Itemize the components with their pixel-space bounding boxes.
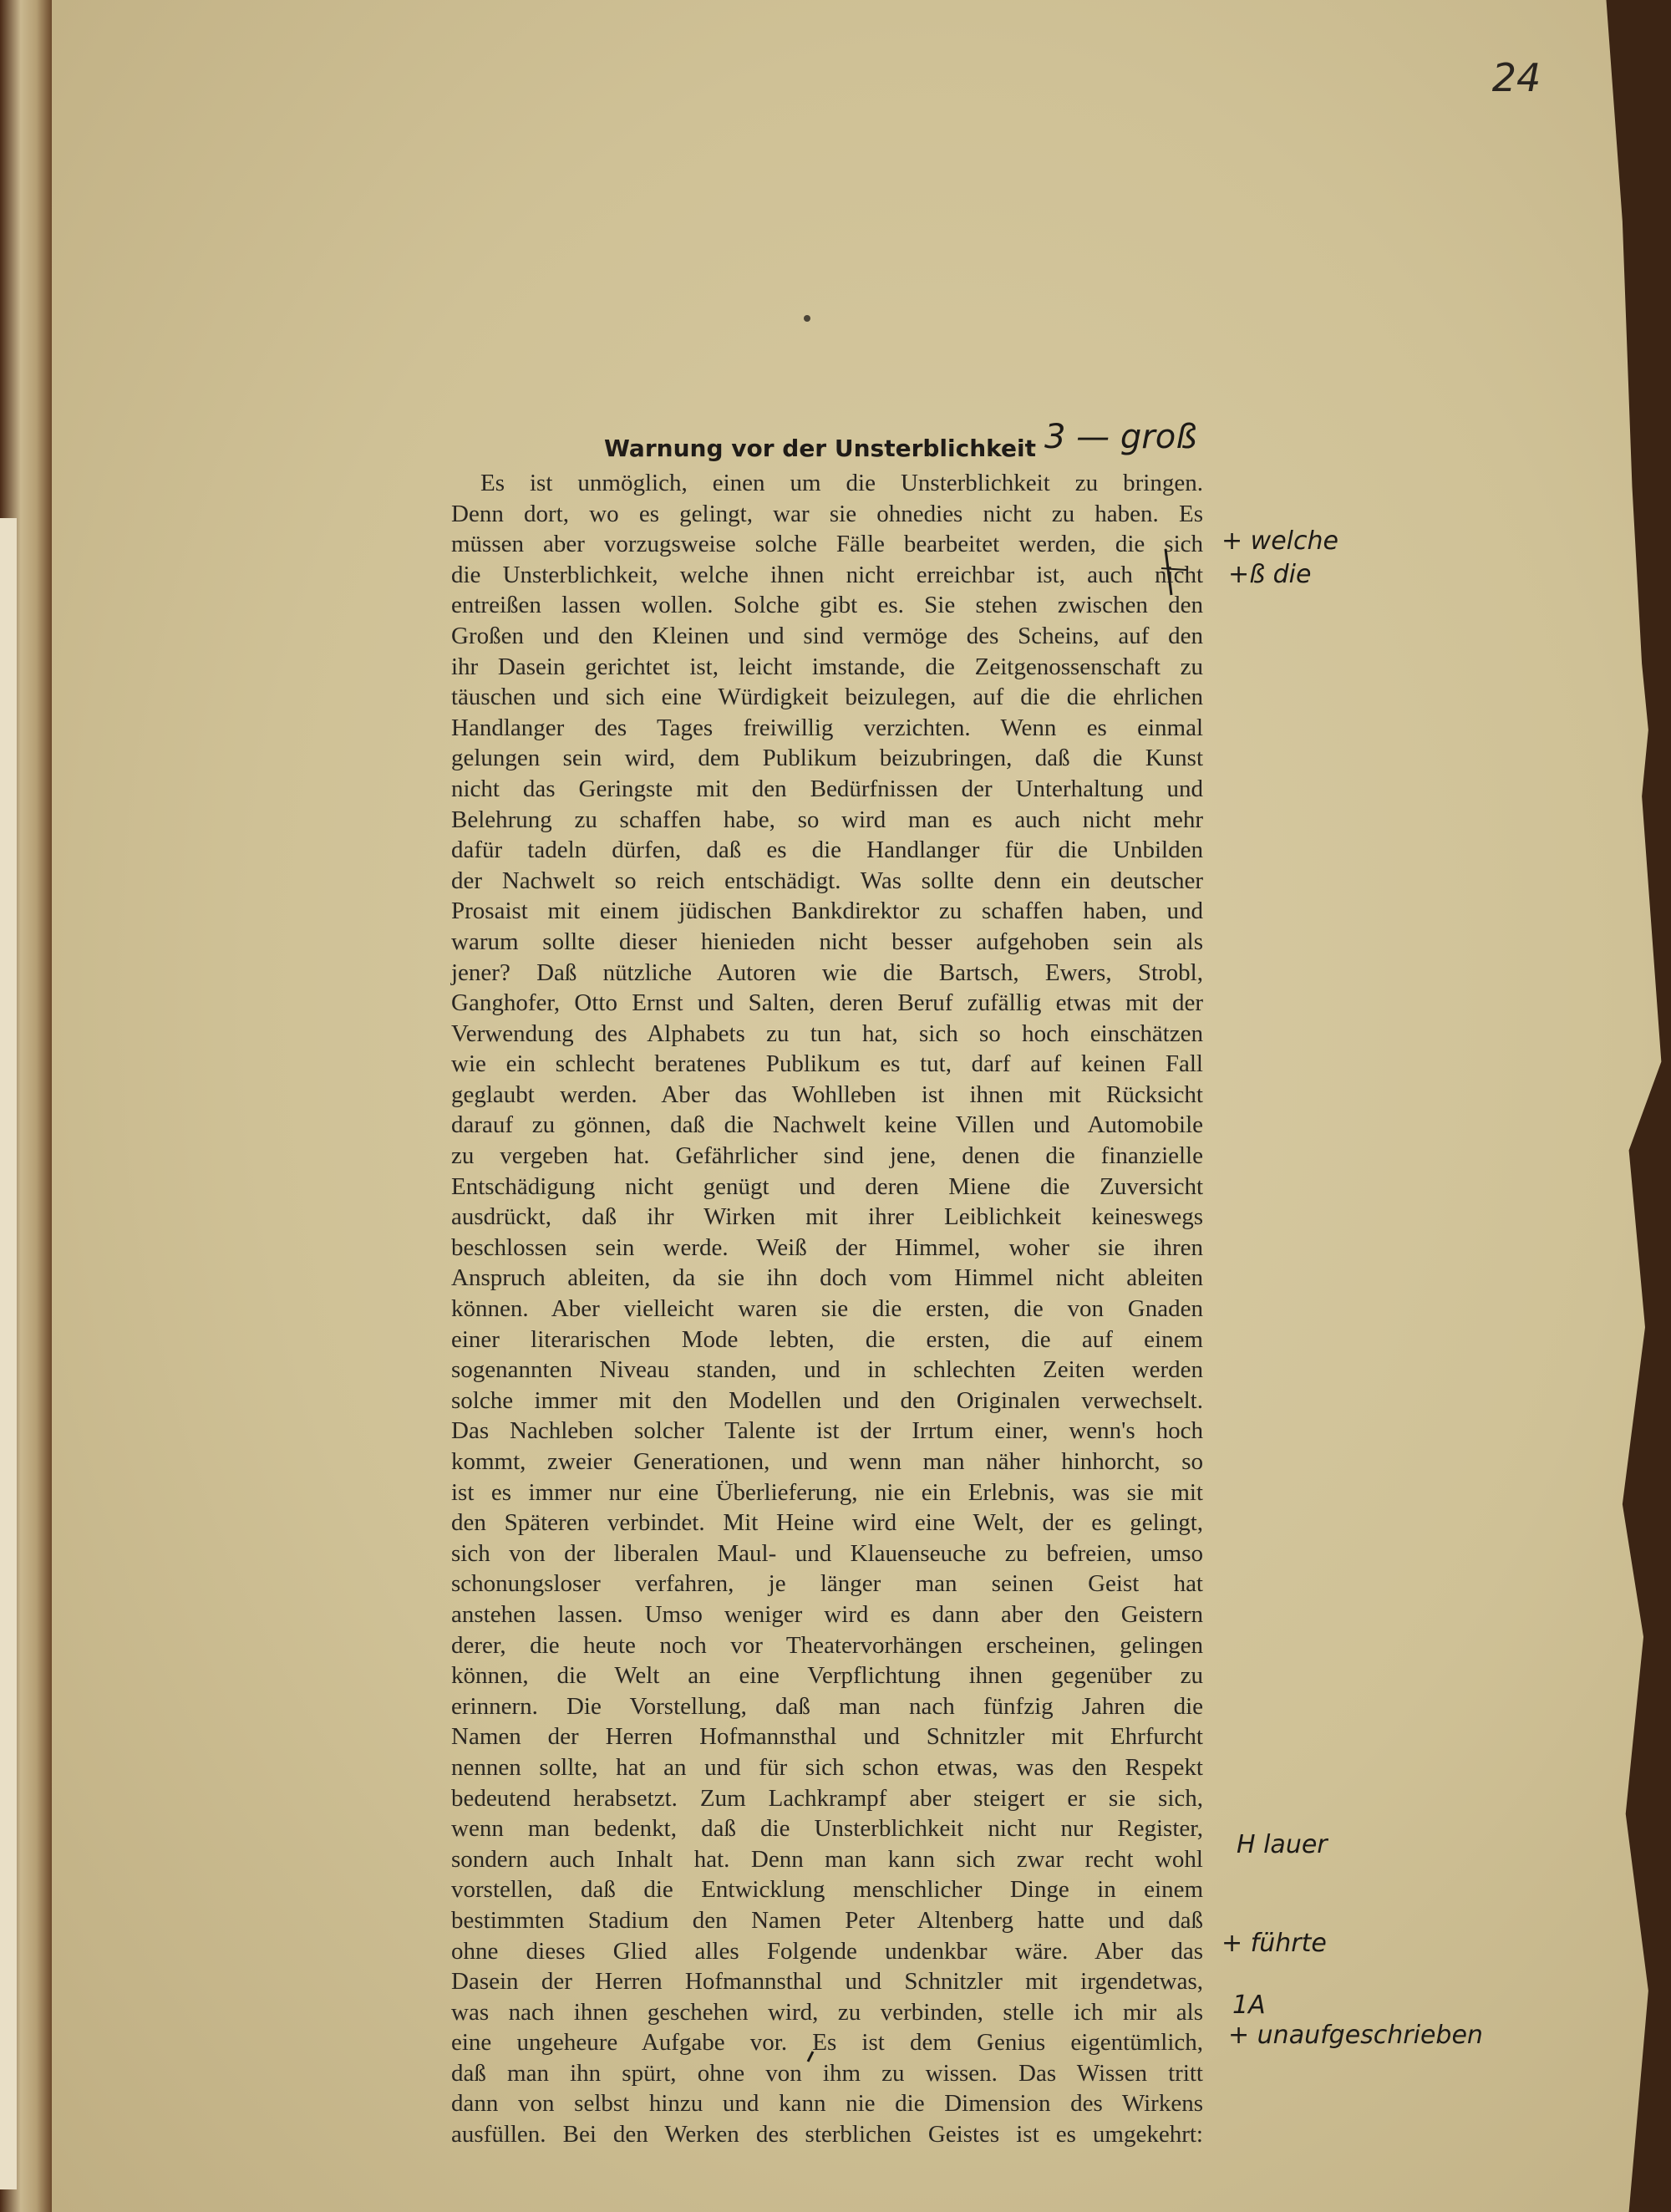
text-line: Namen der Herren Hofmannsthal und Schnitzler mit Ehrfurcht bbox=[451, 1723, 1203, 1751]
text-line: bestimmten Stadium den Namen Peter Altenberg hatte und daß bbox=[451, 1906, 1203, 1934]
ink-dot bbox=[804, 315, 810, 322]
text-line: Verwendung des Alphabets zu tun hat, sich so hoch einschätzen bbox=[451, 1020, 1203, 1047]
text-line: den Späteren verbindet. Mit Heine wird eine Welt, der es gelingt, bbox=[451, 1509, 1203, 1537]
handwritten-note: 1A bbox=[1232, 1991, 1266, 2020]
text-line: Denn dort, wo es gelingt, war sie ohnedies nicht zu haben. Es bbox=[451, 500, 1203, 527]
text-line: die Unsterblichkeit, welche ihnen nicht erreichbar ist, auch nicht bbox=[451, 561, 1203, 588]
text-line: Das Nachleben solcher Talente ist der Irrtum einer, wenn's hoch bbox=[451, 1417, 1203, 1445]
document-title: Warnung vor der Unsterblichkeit bbox=[604, 435, 1036, 462]
text-line: jener? Daß nützliche Autoren wie die Bartsch, Ewers, Strobl, bbox=[451, 959, 1203, 986]
text-line: ohne dieses Glied alles Folgende undenkbar wäre. Aber das bbox=[451, 1937, 1203, 1965]
text-line: Ganghofer, Otto Ernst und Salten, deren Beruf zufällig etwas mit der bbox=[451, 989, 1203, 1017]
text-line: bedeutend herabsetzt. Zum Lachkrampf aber steigert er sie sich, bbox=[451, 1784, 1203, 1812]
text-line: sogenannten Niveau standen, und in schlechten Zeiten werden bbox=[451, 1356, 1203, 1384]
text-line: Großen und den Kleinen und sind vermöge des Scheins, auf den bbox=[451, 622, 1203, 649]
text-line: geglaubt werden. Aber das Wohlleben ist ihnen mit Rücksicht bbox=[451, 1081, 1203, 1108]
text-line: nicht das Geringste mit den Bedürfnissen der Unterhaltung und bbox=[451, 775, 1203, 802]
text-line: nennen sollte, hat an und für sich schon etwas, was den Respekt bbox=[451, 1753, 1203, 1781]
text-line: schonungsloser verfahren, je länger man seinen Geist hat bbox=[451, 1570, 1203, 1598]
text-line: erinnern. Die Vorstellung, daß man nach fünfzig Jahren die bbox=[451, 1692, 1203, 1720]
text-line: ausdrückt, daß ihr Wirken mit ihrer Leiblichkeit keineswegs bbox=[451, 1203, 1203, 1231]
text-line: zu vergeben hat. Gefährlicher sind jene, denen die finanzielle bbox=[451, 1142, 1203, 1170]
text-line: ist es immer nur eine Überlieferung, nie ein Erlebnis, was sie mit bbox=[451, 1478, 1203, 1506]
document-body bbox=[451, 468, 1203, 2150]
binding-paper-edge bbox=[0, 518, 17, 2189]
text-line: entreißen lassen wollen. Solche gibt es. Sie stehen zwischen den bbox=[451, 592, 1203, 619]
text-line: Belehrung zu schaffen habe, so wird man es auch nicht mehr bbox=[451, 806, 1203, 833]
text-line: täuschen und sich eine Würdigkeit beizulegen, auf die die ehrlichen bbox=[451, 684, 1203, 711]
text-line: der Nachwelt so reich entschädigt. Was sollte denn ein deutscher bbox=[451, 867, 1203, 894]
text-line: sich von der liberalen Maul- und Klauenseuche zu befreien, umso bbox=[451, 1539, 1203, 1567]
text-line: solche immer mit den Modellen und den Originalen verwechselt. bbox=[451, 1386, 1203, 1414]
text-line: eine ungeheure Aufgabe vor. Es ist dem Genius eigentümlich, bbox=[451, 2029, 1203, 2057]
text-line: anstehen lassen. Umso weniger wird es dann aber den Geistern bbox=[451, 1600, 1203, 1628]
text-line: daß man ihn spürt, ohne von ihm zu wissen. Das Wissen tritt bbox=[451, 2059, 1203, 2087]
handwritten-note: H lauer bbox=[1237, 1830, 1328, 1859]
text-line: sondern auch Inhalt hat. Denn man kann sich zwar recht wohl bbox=[451, 1845, 1203, 1873]
text-line: vorstellen, daß die Entwicklung menschlicher Dinge in einem bbox=[451, 1876, 1203, 1904]
text-line: müssen aber vorzugsweise solche Fälle bearbeitet werden, die sich bbox=[451, 531, 1203, 558]
text-line: Prosaist mit einem jüdischen Bankdirektor zu schaffen haben, und bbox=[451, 898, 1203, 925]
text-line: Entschädigung nicht genügt und deren Miene die Zuversicht bbox=[451, 1172, 1203, 1200]
text-line: beschlossen sein werde. Weiß der Himmel, woher sie ihren bbox=[451, 1233, 1203, 1261]
text-line: Es ist unmöglich, einen um die Unsterblichkeit zu bringen. bbox=[480, 470, 1203, 496]
handwritten-note: + unaufgeschrieben bbox=[1228, 2021, 1483, 2050]
text-line: kommt, zweier Generationen, und wenn man näher hinhorcht, so bbox=[451, 1448, 1203, 1475]
text-line: ausfüllen. Bei den Werken des sterblichen Geistes ist es umgekehrt: bbox=[451, 2121, 1203, 2148]
text-line: Dasein der Herren Hofmannsthal und Schnitzler mit irgendetwas, bbox=[451, 1968, 1203, 1996]
handwritten-note: +ß die bbox=[1228, 560, 1312, 589]
text-line: Anspruch ableiten, da sie ihn doch vom Himmel nicht ableiten bbox=[451, 1264, 1203, 1292]
text-line: Handlanger des Tages freiwillig verzichten. Wenn es einmal bbox=[451, 714, 1203, 741]
handwritten-note: + führte bbox=[1222, 1929, 1327, 1958]
text-line: warum sollte dieser hienieden nicht besser aufgehoben sein als bbox=[451, 928, 1203, 955]
text-line: können, die Welt an eine Verpflichtung ihnen gegenüber zu bbox=[451, 1662, 1203, 1690]
page-number: 24 bbox=[1491, 55, 1541, 100]
text-line: dafür tadeln dürfen, daß es die Handlanger für die Unbilden bbox=[451, 836, 1203, 864]
text-line: wie ein schlecht beratenes Publikum es tut, darf auf keinen Fall bbox=[451, 1050, 1203, 1078]
text-line: gelungen sein wird, dem Publikum beizubringen, daß die Kunst bbox=[451, 745, 1203, 772]
text-line: können. Aber vielleicht waren sie die ersten, die von Gnaden bbox=[451, 1295, 1203, 1323]
text-line: wenn man bedenkt, daß die Unsterblichkeit nicht nur Register, bbox=[451, 1815, 1203, 1843]
handwritten-title-mark: 3 — groß bbox=[1044, 418, 1197, 456]
text-line: einer literarischen Mode lebten, die ersten, die auf einem bbox=[451, 1325, 1203, 1353]
text-line: dann von selbst hinzu und kann nie die Dimension des Wirkens bbox=[451, 2090, 1203, 2118]
handwritten-note: + welche bbox=[1222, 526, 1338, 556]
text-line: derer, die heute noch vor Theatervorhängen erscheinen, gelingen bbox=[451, 1631, 1203, 1659]
text-line: was nach ihnen geschehen wird, zu verbinden, stelle ich mir als bbox=[451, 1998, 1203, 2026]
text-line: darauf zu gönnen, daß die Nachwelt keine Villen und Automobile bbox=[451, 1111, 1203, 1139]
text-line: ihr Dasein gerichtet ist, leicht imstande, die Zeitgenossenschaft zu bbox=[451, 653, 1203, 680]
